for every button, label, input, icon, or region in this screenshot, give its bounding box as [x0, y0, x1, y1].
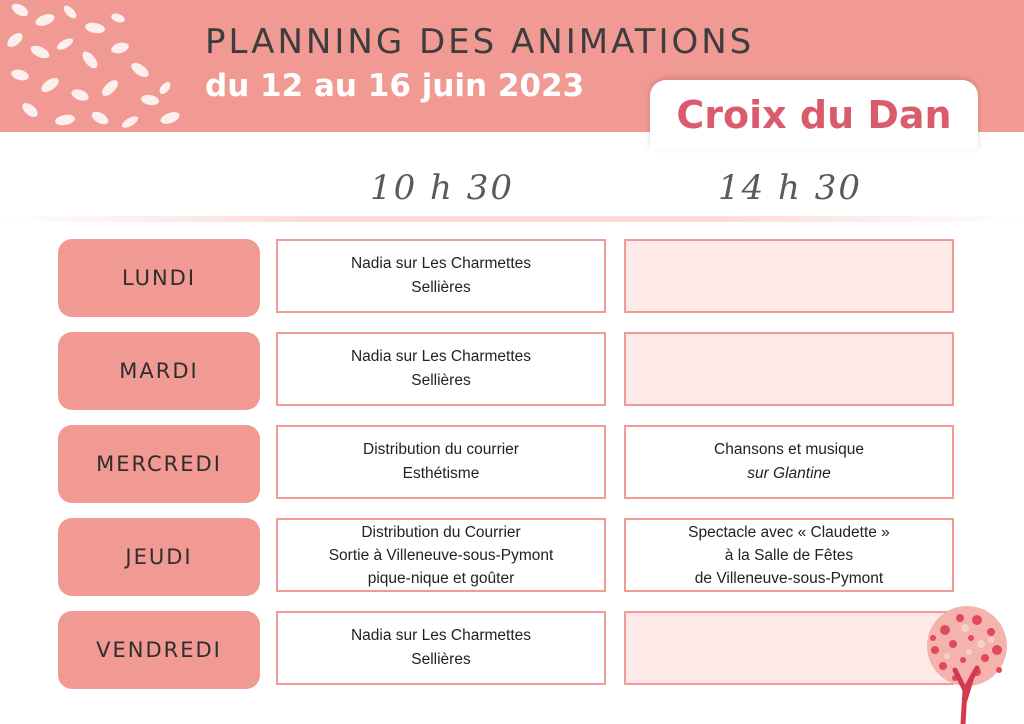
schedule-cell-morning	[276, 425, 606, 499]
schedule-cell-morning	[276, 239, 606, 313]
day-label: MERCREDI	[58, 425, 260, 503]
cell-line: Distribution du Courrier	[361, 523, 521, 541]
cell-line: à la Salle de Fêtes	[724, 546, 854, 564]
tree-logo-icon	[915, 600, 1019, 724]
time-header-afternoon: 14 h 30	[717, 168, 863, 208]
cell-line: Chansons et musique	[714, 441, 864, 458]
page-title: PLANNING DES ANIMATIONS	[205, 22, 755, 62]
cell-line: Distribution du courrier	[363, 441, 519, 458]
day-label: JEUDI	[58, 518, 260, 596]
cell-line: pique-nique et goûter	[367, 569, 515, 587]
schedule-cell-afternoon	[624, 332, 954, 406]
cell-line: de Villeneuve-sous-Pymont	[694, 569, 884, 587]
cell-line: Sellières	[411, 372, 471, 389]
cell-line: Sellières	[411, 651, 471, 668]
cell-line: Nadia sur Les Charmettes	[350, 348, 532, 365]
cell-line: Esthétisme	[402, 465, 480, 482]
cell-line: Sortie à Villeneuve-sous-Pymont	[328, 546, 554, 564]
schedule-cell-morning	[276, 332, 606, 406]
schedule-cell-afternoon	[624, 611, 954, 685]
location-name: Croix du Dan	[676, 93, 952, 137]
schedule-cell-afternoon	[624, 239, 954, 313]
leaves-decoration-icon	[0, 0, 200, 132]
schedule-cell-morning	[276, 611, 606, 685]
cell-line: Sellières	[411, 279, 471, 296]
schedule-cell-morning	[276, 518, 606, 592]
cell-line: sur Glantine	[747, 465, 831, 482]
divider	[0, 216, 1024, 222]
location-tab	[650, 80, 978, 150]
cell-line: Spectacle avec « Claudette »	[688, 523, 890, 541]
cell-line: Nadia sur Les Charmettes	[350, 627, 532, 644]
day-label: MARDI	[58, 332, 260, 410]
schedule-cell-afternoon	[624, 518, 954, 592]
day-label: VENDREDI	[58, 611, 260, 689]
date-range: du 12 au 16 juin 2023	[205, 68, 585, 104]
time-header-morning: 10 h 30	[369, 168, 515, 208]
day-label: LUNDI	[58, 239, 260, 317]
cell-line: Nadia sur Les Charmettes	[350, 255, 532, 272]
schedule-cell-afternoon	[624, 425, 954, 499]
